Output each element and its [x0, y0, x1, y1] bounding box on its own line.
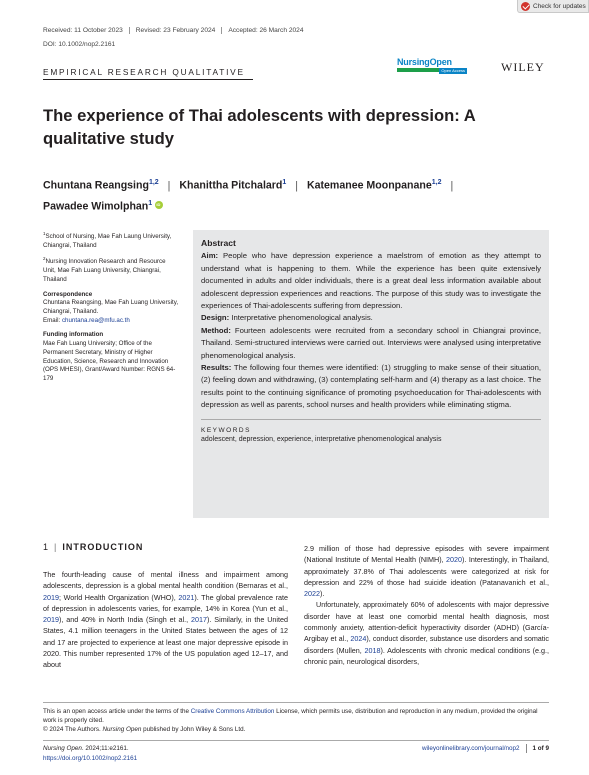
method-text: Fourteen adolescents were recruited from a secondary school in Chiangrai province, Thailand. Semi-structured interviews were carried out. Interviews were analysed using interpretative phenomenological analysis. [201, 325, 541, 360]
section-number: 1 [43, 542, 50, 552]
copyright-line [43, 725, 549, 734]
journal-logo [397, 57, 467, 81]
author-affiliation-marker[interactable]: 1 [148, 199, 153, 207]
author-separator: | [450, 179, 454, 192]
citation-link[interactable]: 2022 [304, 589, 320, 599]
check-for-updates-button[interactable] [517, 0, 589, 13]
orcid-icon[interactable] [155, 201, 163, 209]
affiliation [43, 255, 179, 284]
paragraph-text: ). Adolescents with chronic medical conditions (e.g., chronic pain, neurological disorders, [304, 645, 550, 666]
body-paragraph [304, 599, 549, 667]
creative-commons-link[interactable]: Creative Commons Attribution [190, 708, 275, 715]
page-number: 1 of 9 [532, 745, 549, 752]
citation-link[interactable]: 2019 [43, 615, 59, 625]
citation-journal: Nursing Open [43, 745, 82, 752]
paragraph-text: Unfortunately, approximately 60% of adolescents with major depressive disorder have at least one comorbid mental health diagnosis, most commonly anxiety, attention-deficit hyperactivity disorder (ADHD) (García-Argibay et al., [304, 600, 549, 644]
results-text: The following four themes were identified: (1) struggling to make sense of their situation, (2) feeling down and withdrawing, (3) contemplating self-harm and (4) therapy as a last choice. The results point to the continuing significance of promoting psychoeducation for Thai-adolescents with depression as well as parents, school nurses and health providers while eliminating stigma. [201, 363, 541, 410]
citation-link[interactable]: 2024 [350, 634, 367, 644]
citation-link[interactable]: 2019 [43, 592, 59, 602]
paragraph-text: The fourth-leading cause of mental illness and impairment among adolescents, depression is a global mental health condition (Bernaras et al., [43, 570, 288, 591]
section-title: INTRODUCTION [62, 542, 144, 552]
paragraph-text: ), conduct disorder, substance use disorders and somatic disorders (Mullen, [304, 634, 549, 655]
keywords-text: adolescent, depression, experience, interpretative phenomenological analysis [201, 435, 442, 443]
citation-link[interactable]: 2017 [191, 615, 208, 625]
citation-rest: . 2024;11:e2161. [81, 745, 129, 752]
article-info-sidebar [43, 230, 179, 384]
received-date: Received: 11 October 2023 [43, 27, 123, 34]
license-notice [43, 707, 549, 734]
correspondence-text: Chuntana Reangsing, Mae Fah Luang University, Chiangrai, Thailand. [43, 299, 179, 316]
check-updates-label: Check for updates [533, 2, 586, 10]
affiliation-text: School of Nursing, Mae Fah Laung University, Chiangrai, Thailand [43, 233, 172, 249]
body-column-right [304, 543, 549, 667]
citation-link[interactable]: 2021 [178, 592, 195, 602]
copyright-pre: © 2024 The Authors. [43, 726, 103, 733]
abstract-aim [201, 250, 541, 312]
author-affiliation-marker[interactable]: 1 [282, 179, 287, 186]
check-updates-icon [521, 2, 530, 11]
funding-heading: Funding information [43, 331, 104, 339]
correspondence-email-line [43, 317, 179, 326]
license-text-post: License, which permits use, distribution and reproduction in any medium, provided the original work is properly cited. [43, 708, 538, 724]
citation-line [43, 744, 137, 754]
paragraph-text: ), and 40% in North India (Singh et al., [59, 615, 192, 625]
section-divider [43, 79, 253, 80]
email-label: Email: [43, 316, 61, 324]
license-divider [43, 702, 549, 703]
paragraph-text: ). The global prevalence rate of depression in adolescents varies, for example, 14% in Korea (Yun et al., [43, 592, 289, 613]
paragraph-text: ). Interestingly, in Thailand, approximately 37.8% of Thai adolescents were categorized at risk for depression and 22% of those had suicide ideation (Patanavanich et al., [304, 555, 549, 587]
affiliation-number: 2 [43, 256, 46, 262]
design-text: Interpretative phenomenological analysis. [231, 313, 373, 323]
author-name[interactable]: Pawadee Wimolphan [43, 200, 149, 213]
doi-line: DOI: 10.1002/nop2.2161 [43, 41, 116, 48]
author-separator: | [167, 179, 171, 192]
body-column-left [43, 569, 288, 671]
journal-url-link[interactable]: wileyonlinelibrary.com/journal/nop2 [422, 745, 520, 752]
section-heading-introduction [43, 542, 143, 552]
author-separator: | [295, 179, 298, 192]
license-text [43, 707, 549, 725]
author-name[interactable]: Khanittha Pitchalard [179, 179, 283, 192]
author-list [43, 174, 513, 215]
aim-text: People who have depression experience a maelstrom of emotion as they attempt to understand what is happening to them. While the experience has been quite extensively documented in adults and older individuals, there is a great deal less information available about adolescent depression experiences and reactions. The purpose of this study was to investigate the experiences of Thai-adolescents suffering from depression. [201, 251, 541, 311]
accepted-date: Accepted: 26 March 2024 [221, 27, 309, 34]
citation-link[interactable]: 2018 [364, 645, 381, 655]
abstract-results [201, 362, 541, 412]
publisher-logo: WILEY [501, 60, 545, 74]
email-link[interactable]: chuntana.rea@mfu.ac.th [61, 316, 130, 324]
copyright-post: published by John Wiley & Sons Ltd. [141, 726, 246, 733]
submission-dates [43, 27, 310, 34]
affiliation-text: Nursing Innovation Research and Resource Unit, Mae Fah Luang University, Chiangrai, Thailand [43, 258, 166, 283]
article-title: The experience of Thai adolescents with depression: A qualitative study [43, 106, 476, 148]
citation-link[interactable]: 2020 [446, 555, 463, 565]
footer-citation [43, 744, 137, 763]
section-separator: | [54, 542, 58, 552]
paragraph-text: ). [320, 589, 325, 599]
author-name[interactable]: Chuntana Reangsing [43, 179, 149, 192]
doi-link[interactable]: https://doi.org/10.1002/nop2.2161 [43, 754, 138, 762]
copyright-journal: Nursing Open [102, 726, 142, 733]
author-name[interactable]: Katemanee Moonpanane [306, 179, 432, 192]
abstract-heading: Abstract [201, 238, 236, 248]
correspondence-heading: Correspondence [43, 290, 93, 298]
results-label: Results: [201, 363, 232, 373]
affiliation-number: 1 [43, 231, 46, 236]
journal-logo-name: NursingOpen [397, 57, 452, 67]
body-paragraph [43, 569, 288, 671]
footer-separator [526, 744, 527, 753]
footer-page-info [422, 744, 549, 753]
author-affiliation-marker[interactable]: 1,2 [431, 179, 442, 186]
abstract-method [201, 325, 541, 362]
method-label: Method: [201, 325, 231, 335]
body-paragraph [304, 543, 549, 599]
design-label: Design: [201, 313, 230, 323]
keywords-heading: KEYWORDS [201, 426, 251, 434]
paragraph-text: ; World Health Organization (WHO), [59, 592, 179, 602]
revised-date: Revised: 23 February 2024 [129, 27, 222, 34]
aim-label: Aim: [201, 251, 219, 261]
open-access-badge: Open Access [441, 68, 465, 73]
abstract-design [201, 312, 541, 324]
affiliation [43, 230, 179, 250]
funding-text: Mae Fah Luang University; Office of the Permanent Secretary, Ministry of Higher Education, Science, Research and Innovation (OPS MHESI), Grant/Award Number: RGNS 64-179 [43, 340, 176, 382]
author-affiliation-marker[interactable]: 1,2 [148, 179, 159, 186]
keywords-divider [201, 419, 541, 420]
paragraph-text: 2.9 million of those had depressive episodes with severe impairment (National Institute of Mental Health (NIMH), [304, 544, 549, 565]
article-section-type: EMPIRICAL RESEARCH QUALITATIVE [43, 67, 245, 77]
footer-divider [43, 740, 549, 741]
abstract-box [193, 230, 549, 518]
paragraph-text: ). Similarly, in the United States, 4.1 million teenagers in the United States between the ages of 12 and 17 are projected to experience at least one major depressive episode in 2020. This number represented 17% of the US population aged 12–17, and about [43, 615, 288, 670]
license-text-pre: This is an open access article under the terms of the [43, 708, 191, 715]
